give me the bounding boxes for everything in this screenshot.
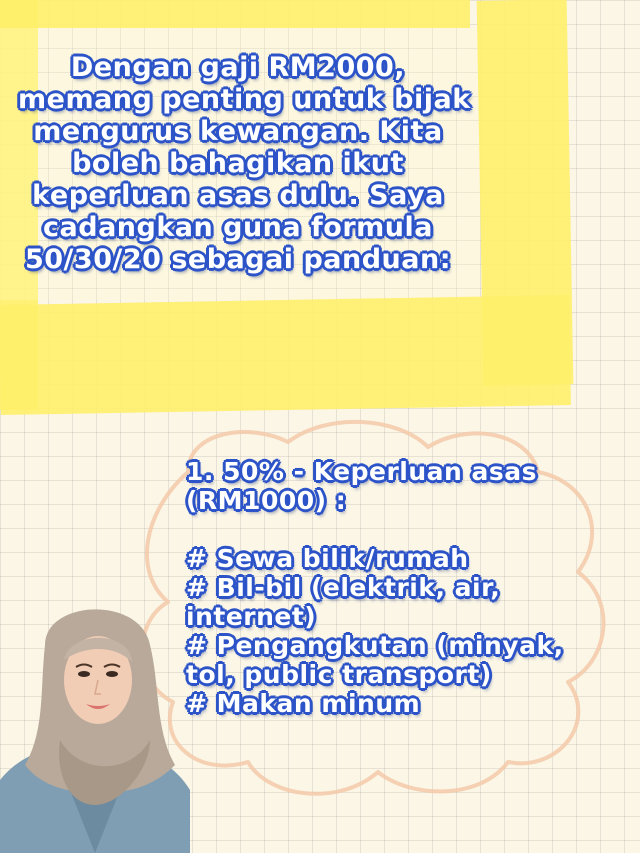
list-item: # Sewa bilik/rumah — [186, 544, 469, 573]
list-spacer — [186, 515, 626, 544]
woman-portrait-image — [0, 590, 190, 853]
intro-line: 50/30/20 sebagai panduan: — [24, 244, 452, 275]
intro-line: cadangkan guna formula — [43, 212, 433, 243]
list-item: internet) — [186, 602, 317, 631]
intro-line: memang penting untuk bijak — [18, 84, 471, 115]
list-item: # Pengangkutan (minyak, — [186, 631, 564, 660]
budget-list — [186, 457, 626, 718]
list-item: tol, public transport) — [186, 660, 492, 689]
list-heading: (RM1000) : — [186, 486, 347, 515]
intro-line: Dengan gaji RM2000, — [70, 52, 406, 83]
intro-text — [18, 52, 471, 276]
list-heading: 1. 50% - Keperluan asas — [186, 457, 538, 486]
intro-line: keperluan asas dulu. Saya — [32, 180, 444, 211]
list-item: # Makan minum — [186, 689, 421, 718]
intro-line: boleh bahagikan ikut — [72, 148, 404, 179]
list-item: # Bil-bil (elektrik, air, — [186, 573, 501, 602]
highlight-top — [0, 0, 470, 28]
highlight-bottom — [0, 295, 571, 415]
intro-line: mengurus kewangan. Kita — [33, 116, 443, 147]
